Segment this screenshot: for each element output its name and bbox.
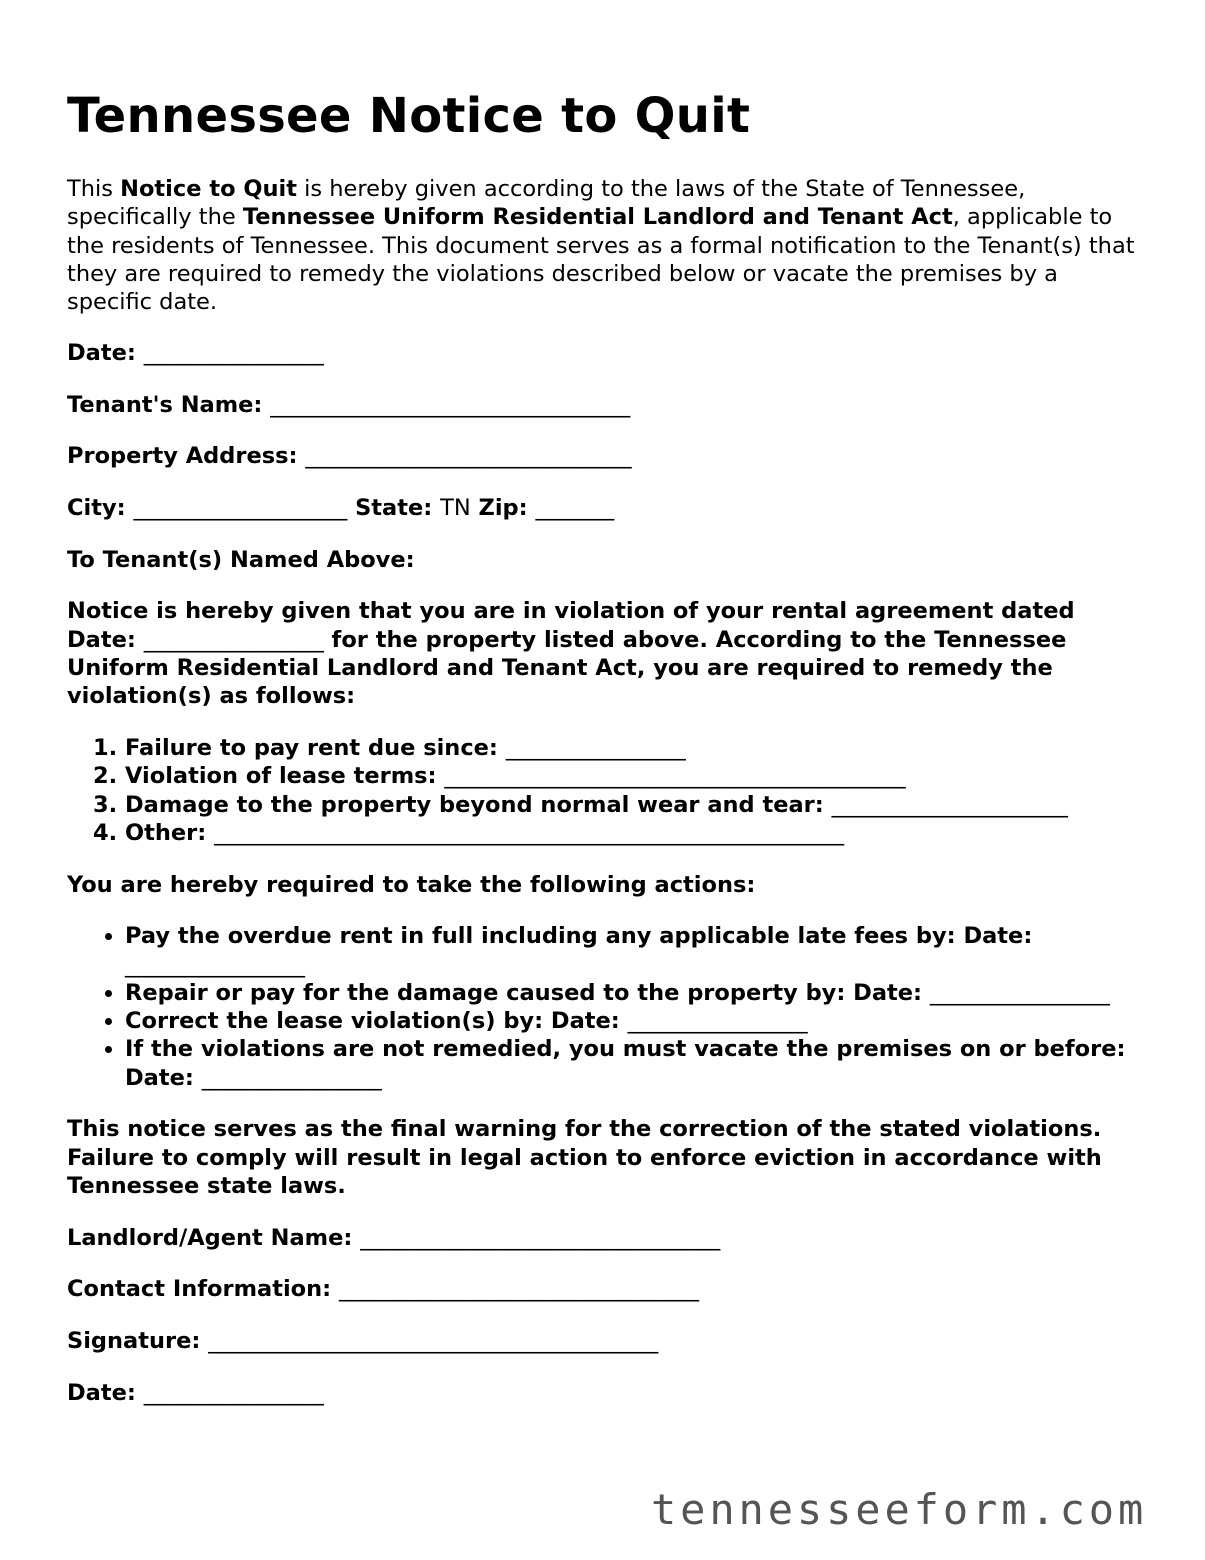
intro-bold-notice: Notice to Quit: [120, 176, 297, 202]
intro-bold-act: Tennessee Uniform Residential Landlord and Tenant Act: [242, 204, 953, 231]
document-title: Tennessee Notice to Quit: [67, 88, 751, 144]
property-address-blank[interactable]: _____________________________: [305, 443, 632, 470]
intro-text: , applicable to the residents of Tennessee. This document serves as a formal notification to the Tenant(s) that they are required to remedy the violations described below or vacate the premises by a specific date.: [67, 204, 1135, 316]
violation-label: Violation of lease terms:: [125, 763, 445, 790]
contact-info-label: Contact Information:: [67, 1276, 332, 1303]
list-item: [125, 1007, 1147, 1035]
property-address-field: [67, 442, 1147, 470]
date-blank[interactable]: ________________: [143, 339, 324, 366]
intro-text: is hereby given according to the laws of the State of Tennessee, specifically the: [67, 176, 1026, 231]
salutation: To Tenant(s) Named Above:: [67, 546, 415, 573]
list-item: [125, 979, 1147, 1007]
city-state-zip-field: [67, 494, 1147, 522]
list-item: [125, 1035, 1147, 1092]
list-item: [125, 762, 1147, 790]
list-item: [125, 791, 1147, 819]
action-date-blank[interactable]: ________________: [627, 1008, 808, 1035]
date-label: Date:: [67, 339, 136, 366]
notice-paragraph: [67, 597, 1147, 710]
signature-date-blank[interactable]: ________________: [143, 1379, 324, 1406]
signature-date-label: Date:: [67, 1379, 136, 1406]
zip-blank[interactable]: _______: [535, 495, 615, 522]
contact-info-blank[interactable]: ________________________________: [339, 1276, 699, 1303]
state-value: TN: [440, 495, 471, 522]
list-item: [125, 819, 1147, 847]
signature-label: Signature:: [67, 1328, 201, 1355]
landlord-name-blank[interactable]: ________________________________: [360, 1224, 721, 1251]
action-label: Pay the overdue rent in full including any applicable late fees by: Date:: [125, 923, 1033, 950]
action-date-blank[interactable]: ________________: [201, 1064, 382, 1091]
tenant-name-field: [67, 391, 1147, 419]
document-body: [67, 88, 1147, 1407]
watermark: tennesseeform.com: [651, 1485, 1148, 1534]
signature-blank[interactable]: ________________________________________: [208, 1328, 659, 1355]
violation-label: Damage to the property beyond normal wear and tear:: [125, 791, 832, 818]
action-label: Repair or pay for the damage caused to the property by: Date:: [125, 979, 930, 1006]
violation-blank[interactable]: ________________: [505, 735, 686, 761]
action-date-blank[interactable]: ________________: [929, 979, 1110, 1006]
actions-list: [67, 922, 1147, 1092]
action-label: If the violations are not remedied, you must vacate the premises on or before: Date:: [125, 1036, 1126, 1091]
intro-paragraph: [67, 175, 1147, 316]
city-label: City:: [67, 495, 126, 522]
notice-text: Notice is hereby given that you are in violation of your rental agreement dated Date:: [67, 598, 1075, 653]
list-item: [125, 734, 1147, 762]
violation-blank[interactable]: _____________________: [831, 791, 1068, 818]
landlord-name-label: Landlord/Agent Name:: [67, 1224, 353, 1251]
final-warning: This notice serves as the final warning for the correction of the stated violations. Failure to comply will result in legal action to enforce eviction in accordance with Tennessee state laws.: [67, 1116, 1102, 1200]
tenant-name-blank[interactable]: ________________________________: [270, 391, 631, 418]
violation-label: Failure to pay rent due since:: [125, 735, 506, 761]
agreement-date-blank[interactable]: ________________: [143, 626, 324, 653]
violation-blank[interactable]: _________________________________________: [444, 763, 906, 790]
action-label: Correct the lease violation(s) by: Date:: [125, 1008, 628, 1035]
intro-text: This: [67, 176, 121, 202]
date-field: [67, 339, 1147, 367]
notice-text: for the property listed above. According to the Tennessee Uniform Residential Landlord and Tenant Act, you are required to remedy the violation(s) as follows:: [67, 626, 1067, 710]
violation-label: Other:: [125, 819, 215, 846]
landlord-name-field: [67, 1224, 1147, 1252]
zip-label: Zip:: [478, 495, 528, 522]
contact-info-field: [67, 1275, 1147, 1303]
city-blank[interactable]: ___________________: [133, 495, 348, 522]
action-date-blank[interactable]: ________________: [125, 951, 305, 978]
state-label: State:: [355, 495, 433, 522]
signature-field: [67, 1327, 1147, 1355]
property-address-label: Property Address:: [67, 443, 298, 470]
tenant-name-label: Tenant's Name:: [67, 391, 263, 418]
signature-date-field: [67, 1379, 1147, 1407]
violations-list: [67, 734, 1147, 847]
violation-blank[interactable]: ________________________________________________________: [214, 819, 845, 846]
list-item: [125, 922, 1147, 979]
actions-heading: You are hereby required to take the following actions:: [67, 871, 756, 898]
